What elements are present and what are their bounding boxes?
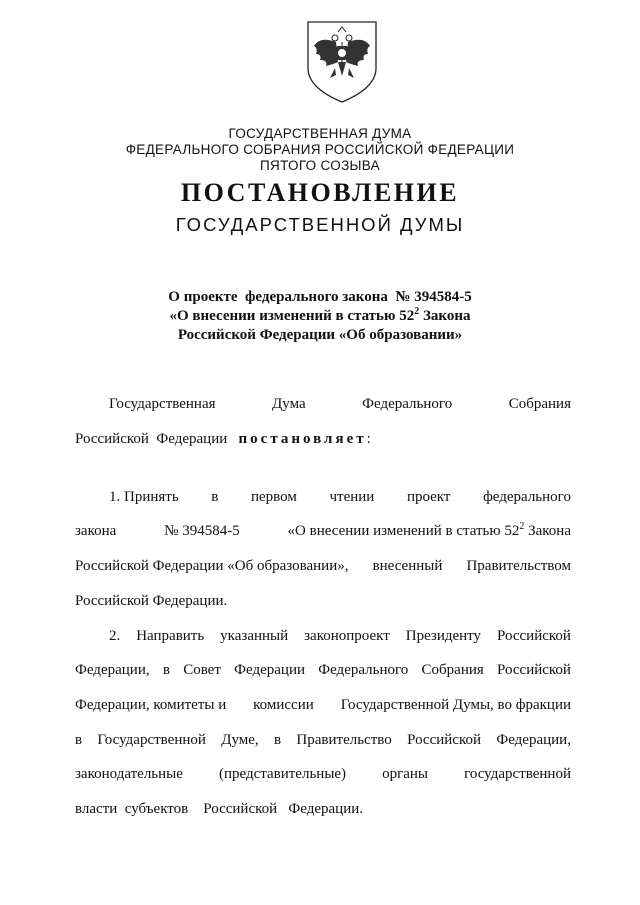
header-line-2: ФЕДЕРАЛЬНОГО СОБРАНИЯ РОССИЙСКОЙ ФЕДЕРАЦИИ: [125, 142, 515, 157]
p1-line-2: закона № 394584-5 «О внесении изменений в статью $52^2$ Закона: [75, 521, 571, 539]
subject-line-3: Российской Федерации «Об образовании»: [177, 327, 463, 343]
subject-line-1: О проекте федерального закона № 394584-5: [168, 289, 472, 305]
p1-line-4: Российской Федерации.: [75, 593, 228, 609]
p2-line-2: Федерации, в Совет Федерации Федерального Собрания Российской: [75, 662, 571, 678]
intro-line-2: Российской Федерации постановляет:: [75, 431, 371, 447]
intro-line-1: Государственная Дума Федерального Собрания: [109, 396, 571, 412]
p2-line-3: Федерации, комитеты и комиссии Государственной Думы, во фракции: [75, 697, 571, 713]
document-subtitle: ГОСУДАРСТВЕННОЙ ДУМЫ: [175, 214, 465, 235]
p2-line-1: 2. Направить указанный законопроект Президенту Российской: [109, 628, 571, 644]
p2-line-4: в Государственной Думе, в Правительство Российской Федерации,: [75, 732, 571, 748]
p1-line-3: Российской Федерации «Об образовании», внесенный Правительством: [75, 558, 571, 574]
p1-line-1: 1. Принять в первом чтении проект федерального: [109, 489, 571, 505]
p2-line-5: законодательные (представительные) органы государственной: [75, 766, 571, 782]
header-line-1: ГОСУДАРСТВЕННАЯ ДУМА: [228, 126, 412, 141]
subject-line-2: «О внесении изменений в статью $52^2$ Закона: [169, 306, 471, 324]
document-title: ПОСТАНОВЛЕНИЕ: [180, 178, 460, 207]
coat-of-arms-icon: [302, 18, 382, 104]
p2-line-6: власти субъектов Российской Федерации.: [75, 801, 363, 817]
header-line-3: ПЯТОГО СОЗЫВА: [260, 158, 380, 173]
